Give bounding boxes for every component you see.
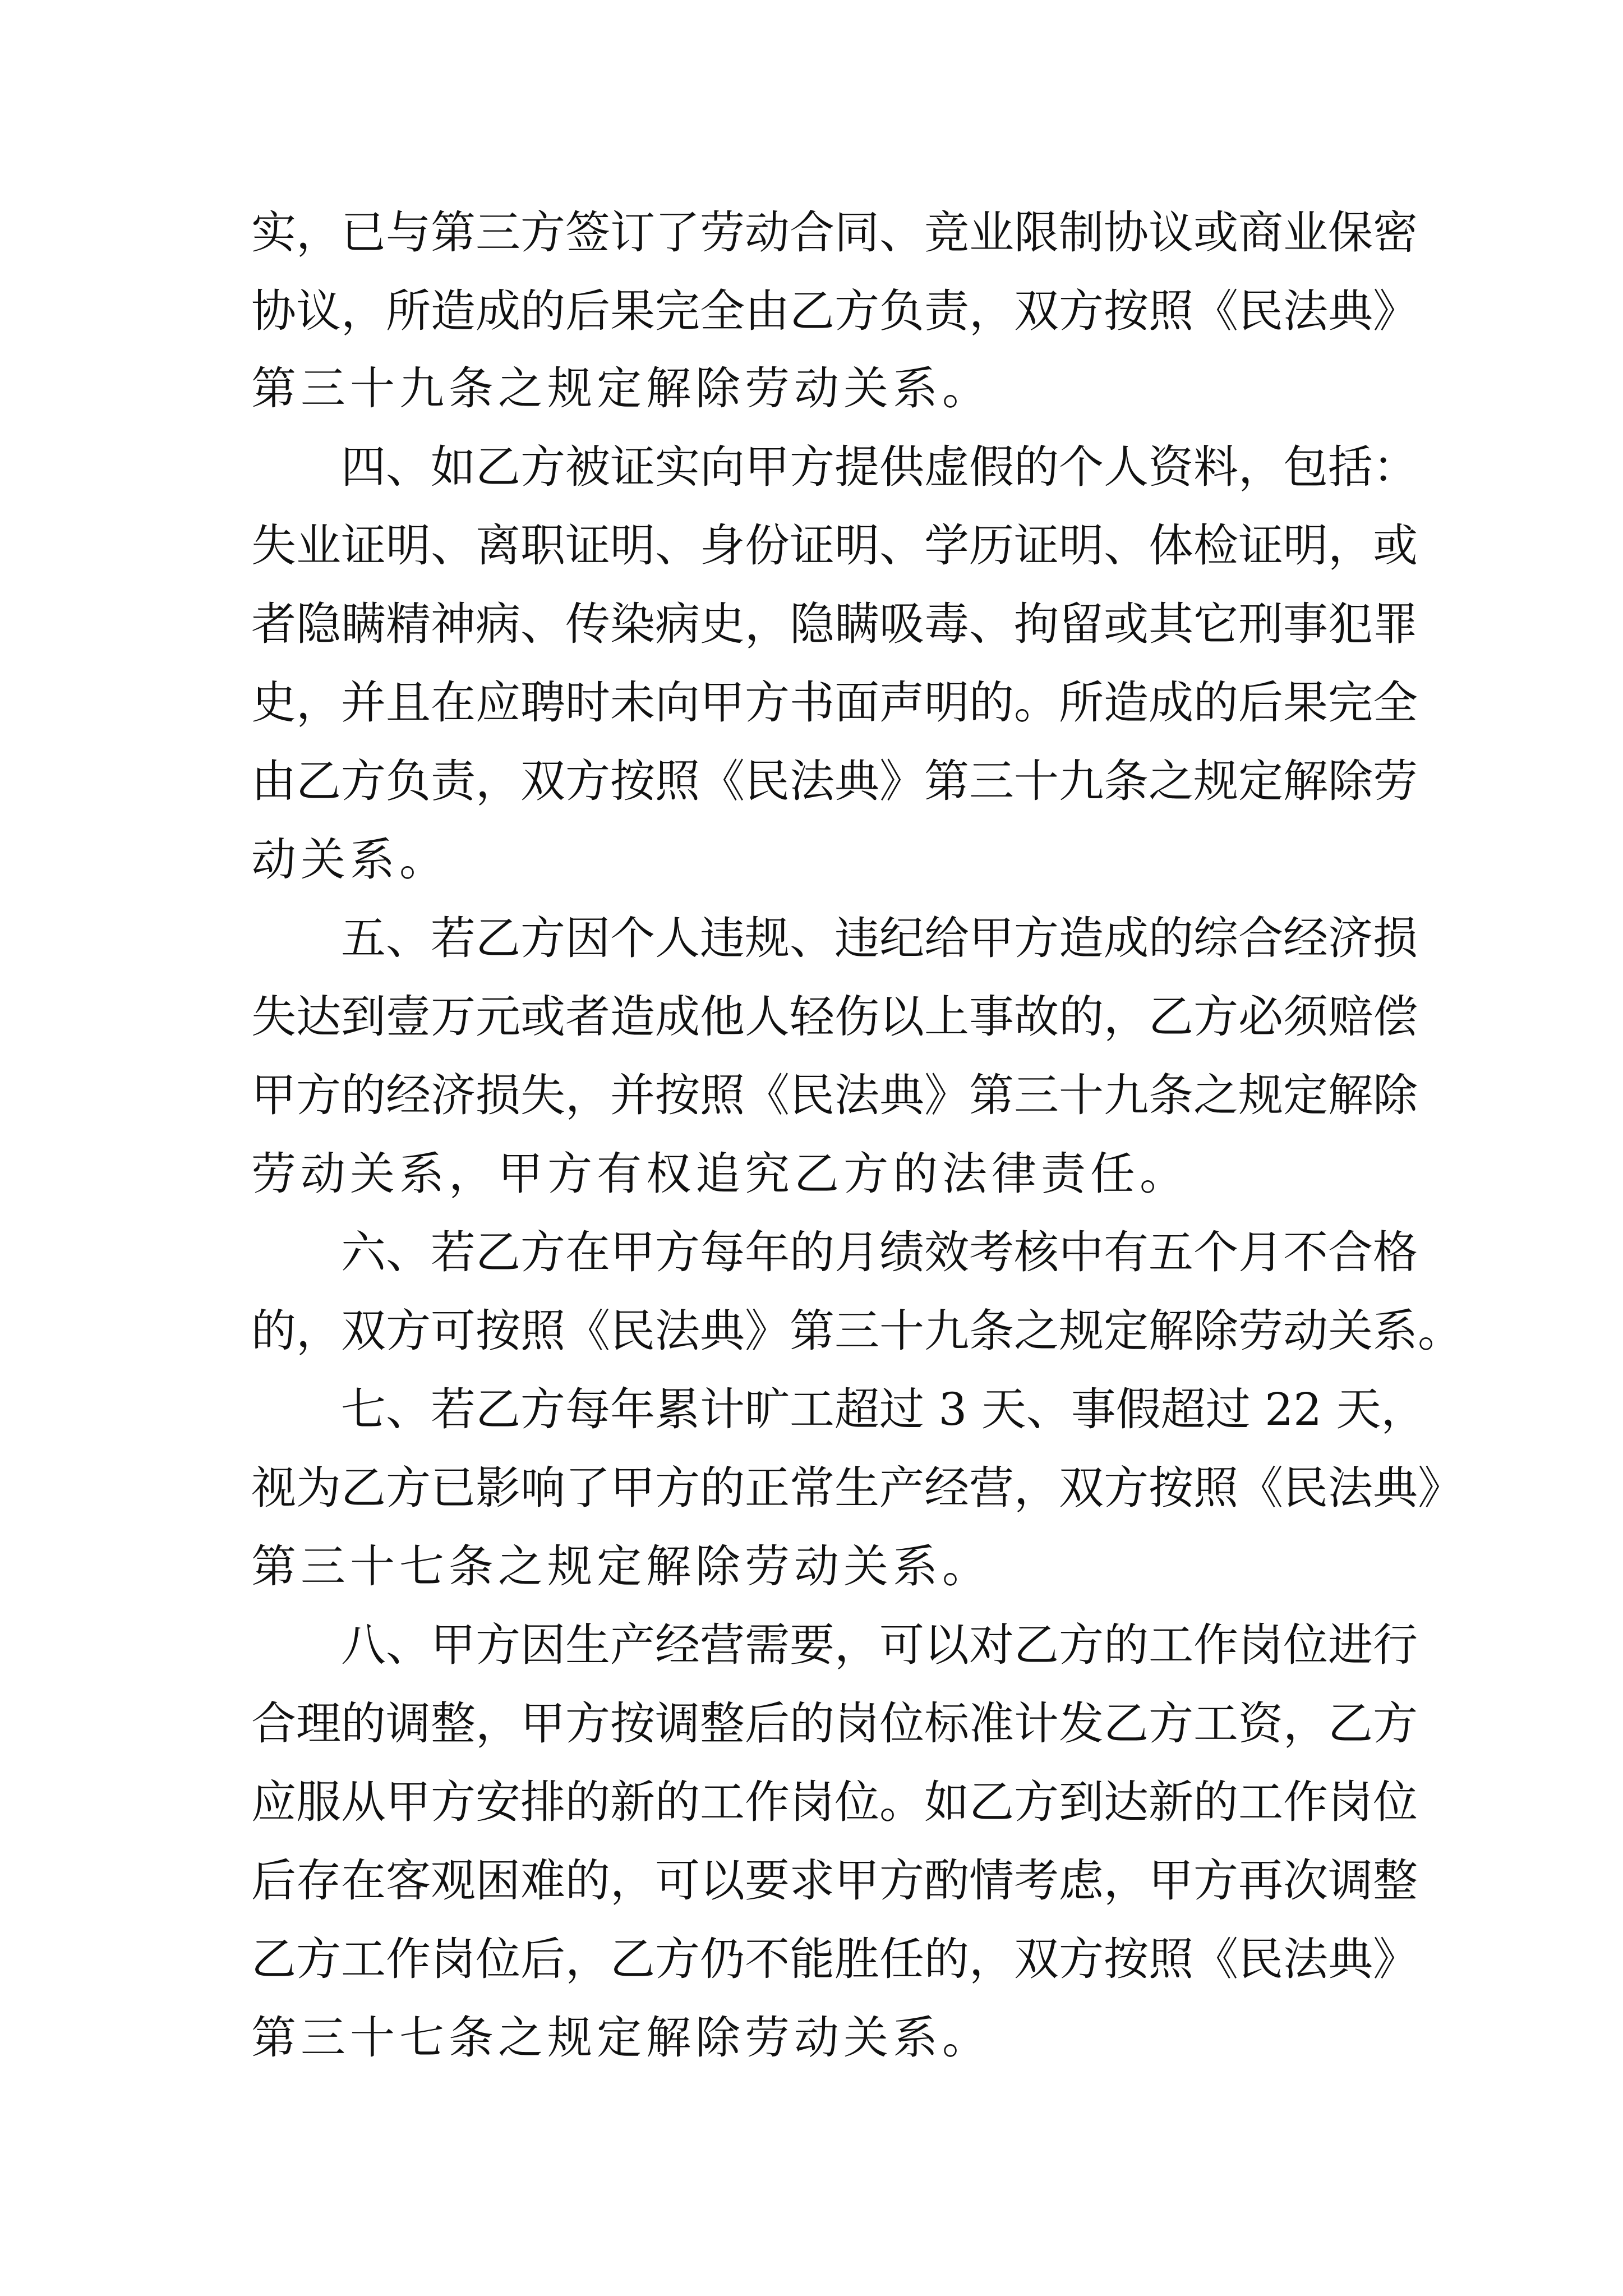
text-line: 由乙方负责，双方按照《民法典》第三十九条之规定解除劳 <box>251 755 1418 807</box>
text-line: 五、若乙方因个人违规、违纪给甲方造成的综合经济损 <box>341 912 1418 964</box>
text-line: 的，双方可按照《民法典》第三十九条之规定解除劳动关系。 <box>251 1305 1463 1357</box>
text-line: 第三十七条之规定解除劳动关系。 <box>251 1540 992 1593</box>
text-line: 第三十七条之规定解除劳动关系。 <box>251 2012 992 2064</box>
text-line: 六、若乙方在甲方每年的月绩效考核中有五个月不合格 <box>341 1226 1418 1278</box>
text-line: 后存在客观困难的，可以要求甲方酌情考虑，甲方再次调整 <box>251 1855 1418 1907</box>
text-line: 应服从甲方安排的新的工作岗位。如乙方到达新的工作岗位 <box>251 1776 1418 1828</box>
text-line: 七、若乙方每年累计旷工超过 3 天、事假超过 22 天， <box>341 1383 1426 1435</box>
text-line: 失业证明、离职证明、身份证明、学历证明、体检证明，或 <box>251 519 1418 572</box>
text-line: 甲方的经济损失，并按照《民法典》第三十九条之规定解除 <box>251 1069 1418 1121</box>
text-line: 史，并且在应聘时未向甲方书面声明的。所造成的后果完全 <box>251 677 1418 729</box>
text-line: 协议，所造成的后果完全由乙方负责，双方按照《民法典》 <box>251 285 1418 337</box>
text-line: 合理的调整，甲方按调整后的岗位标准计发乙方工资，乙方 <box>251 1697 1418 1750</box>
text-line: 者隐瞒精神病、传染病史，隐瞒吸毒、拘留或其它刑事犯罪 <box>251 598 1418 650</box>
text-line: 失达到壹万元或者造成他人轻伤以上事故的，乙方必须赔偿 <box>251 991 1418 1043</box>
text-line: 动关系。 <box>251 834 449 886</box>
text-line: 劳动关系，甲方有权追究乙方的法律责任。 <box>251 1148 1189 1200</box>
text-line: 乙方工作岗位后，乙方仍不能胜任的，双方按照《民法典》 <box>251 1933 1418 1985</box>
text-line: 第三十九条之规定解除劳动关系。 <box>251 362 992 415</box>
text-line: 四、如乙方被证实向甲方提供虚假的个人资料，包括： <box>341 441 1418 493</box>
text-line: 实，已与第三方签订了劳动合同、竞业限制协议或商业保密 <box>251 206 1418 259</box>
text-line: 八、甲方因生产经营需要，可以对乙方的工作岗位进行 <box>341 1619 1418 1671</box>
text-line: 视为乙方已影响了甲方的正常生产经营，双方按照《民法典》 <box>251 1462 1463 1514</box>
